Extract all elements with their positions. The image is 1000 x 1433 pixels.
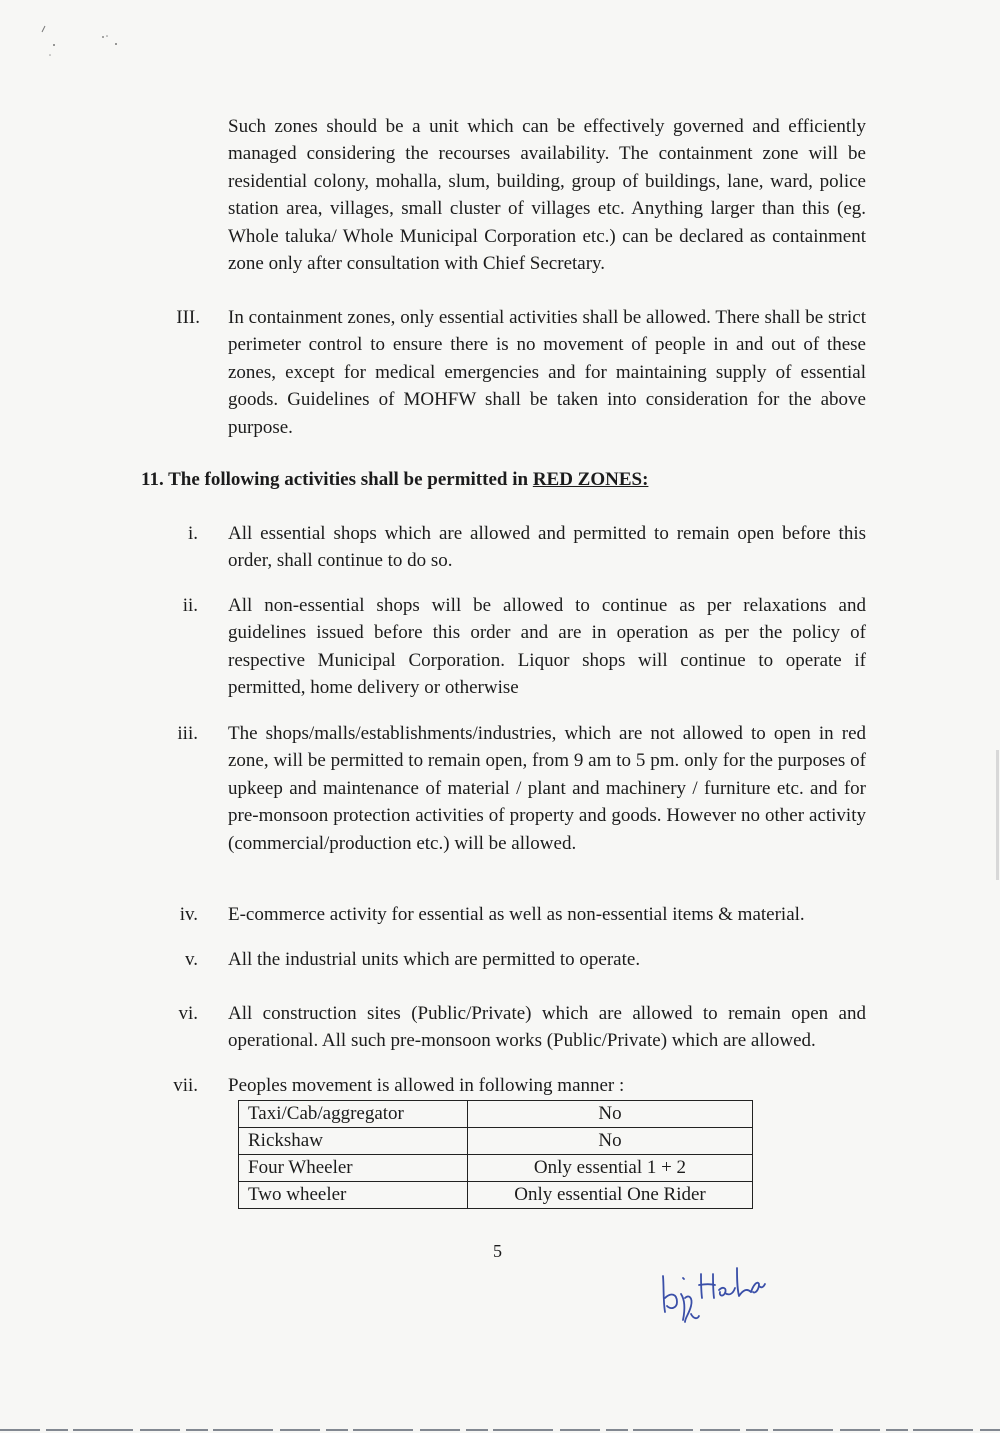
table-cell-status: No <box>468 1128 753 1155</box>
list-item-marker: iv. <box>179 904 198 925</box>
list-item: All the industrial units which are permitted to operate. <box>228 949 641 970</box>
list-item-marker: i. <box>187 523 198 544</box>
list-item: All non-essential shops will be allowed to continue as per relaxations and guidelines issued before this order and are in operation as per the policy of respective Municipal Corporation. Liquor shops will continue to operate if permitted, home delivery or otherwise <box>228 595 866 699</box>
list-item: The shops/malls/establishments/industries, which are not allowed to open in red zone, will be permitted to remain open, from 9 am to 5 pm. only for the purposes of upkeep and maintenance of material / plant and machinery / furniture etc. and for pre-monsoon protection activities of property and goods. However no other activity (commercial/production etc.) will be allowed. <box>228 723 866 854</box>
paragraph-marker: III. <box>176 307 200 328</box>
list-item: All construction sites (Public/Private) which are allowed to remain open and operational. All such pre-monsoon works (Public/Private) which are allowed. <box>228 1003 866 1052</box>
table-row <box>239 1182 753 1209</box>
list-item-marker: v. <box>184 949 198 970</box>
list-item-marker: vi. <box>178 1003 198 1024</box>
page-number: 5 <box>493 1241 502 1261</box>
handwritten-signature <box>655 1258 770 1328</box>
list-item-marker: iii. <box>177 723 198 744</box>
table-cell-mode: Rickshaw <box>239 1128 468 1155</box>
list-item: Peoples movement is allowed in following manner : <box>228 1075 625 1096</box>
movement-table <box>238 1100 753 1209</box>
scan-border-line <box>0 1428 1000 1432</box>
scan-specks <box>30 10 140 70</box>
table-row <box>239 1101 753 1128</box>
section-heading <box>141 466 648 493</box>
scan-edge-shadow <box>996 750 999 880</box>
list-item-marker: vii. <box>173 1075 198 1096</box>
list-item-marker: ii. <box>182 595 198 616</box>
paragraph-containment-activities: In containment zones, only essential activities shall be allowed. There shall be strict perimeter control to ensure there is no movement of people in and out of these zones, except for medical emergencies and for maintaining supply of essential goods. Guidelines of MOHFW shall be taken into consideration for the above purpose. <box>228 307 866 438</box>
table-cell-status: Only essential One Rider <box>468 1182 753 1209</box>
section-title-highlight: RED ZONES: <box>532 469 649 490</box>
section-number: 11. <box>141 469 164 490</box>
paragraph-zone-units: Such zones should be a unit which can be effectively governed and efficiently managed considering the recourses availability. The containment zone will be residential colony, mohalla, slum, building, group of buildings, lane, ward, police station area, villages, small cluster of villages etc. Anything larger than this (eg. Whole taluka/ Whole Municipal Corporation etc.) can be declared as containment zone only after consultation with Chief Secretary. <box>228 116 866 275</box>
section-title: The following activities shall be permitted in <box>168 469 529 490</box>
table-cell-mode: Taxi/Cab/aggregator <box>239 1101 468 1128</box>
table-cell-mode: Four Wheeler <box>239 1155 468 1182</box>
table-row <box>239 1155 753 1182</box>
list-item: All essential shops which are allowed and permitted to remain open before this order, shall continue to do so. <box>228 523 866 572</box>
table-row <box>239 1128 753 1155</box>
table-cell-status: No <box>468 1101 753 1128</box>
table-cell-mode: Two wheeler <box>239 1182 468 1209</box>
table-cell-status: Only essential 1 + 2 <box>468 1155 753 1182</box>
list-item: E-commerce activity for essential as well as non-essential items & material. <box>228 904 805 925</box>
